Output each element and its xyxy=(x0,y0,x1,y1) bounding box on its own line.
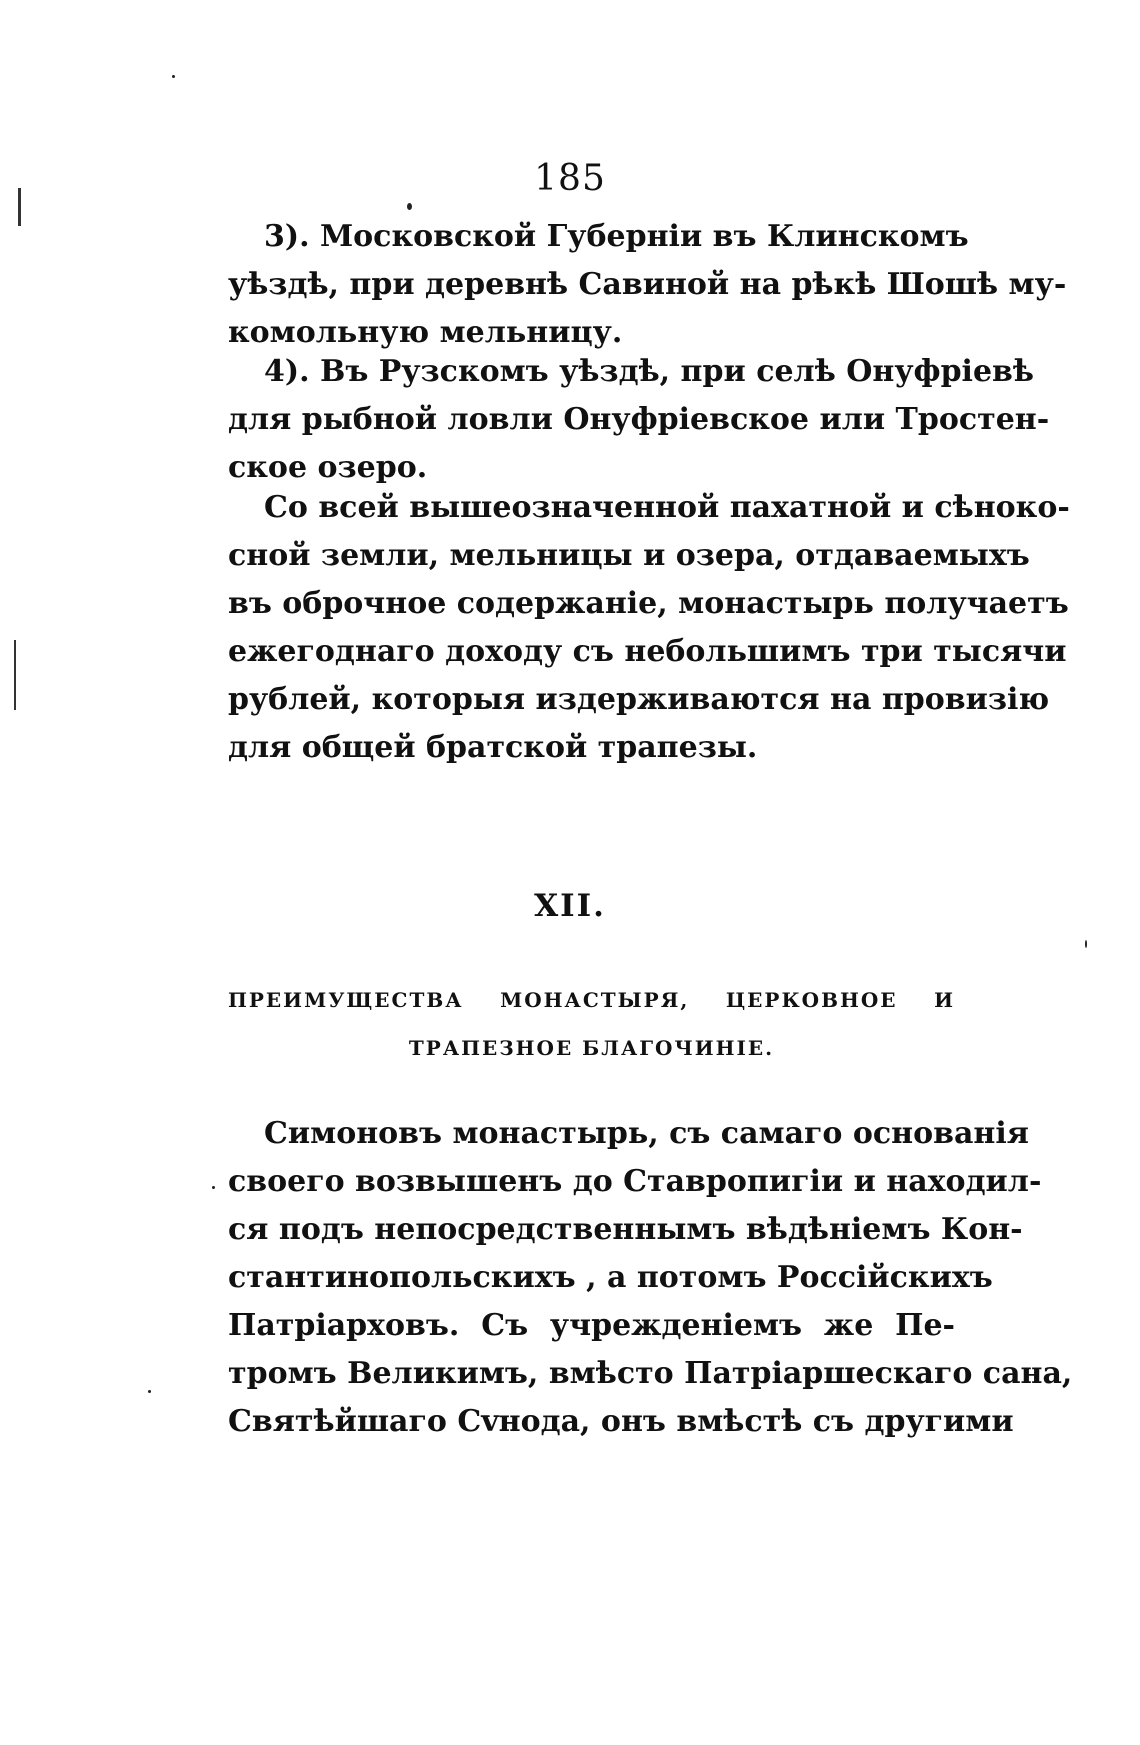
text-line: Со всей вышеозначенной пахатной и сѣноко- xyxy=(264,490,1070,525)
margin-mark xyxy=(14,640,16,710)
text-line: рублей, которыя издерживаются на провизію xyxy=(228,682,1050,717)
paragraph-simonov xyxy=(228,1110,1073,1446)
text-line: ское озеро. xyxy=(228,450,428,485)
paragraph-income xyxy=(228,484,1070,772)
text-line: сной земли, мельницы и озера, отдаваемыхъ xyxy=(228,538,1030,573)
text-line: ся подъ непосредственнымъ вѣдѣніемъ Кон- xyxy=(228,1212,1023,1247)
paragraph-item-3 xyxy=(228,213,1067,357)
ink-speck xyxy=(172,75,175,78)
text-line: ежегоднаго доходу съ небольшимъ три тысячи xyxy=(228,634,1067,669)
text-line: Патріарховъ. Съ учрежденіемъ же Пе- xyxy=(228,1308,955,1343)
text-line: для рыбной ловли Онуфріевское или Тростен- xyxy=(228,402,1050,437)
margin-mark xyxy=(18,188,21,226)
section-heading xyxy=(228,976,955,1072)
page-number: 185 xyxy=(534,158,606,199)
text-line: 3). Московской Губерніи въ Клинскомъ xyxy=(264,219,969,254)
heading-line: ТРАПЕЗНОЕ БЛАГОЧИНІЕ. xyxy=(408,1036,775,1060)
ink-speck xyxy=(1085,940,1087,948)
text-line: въ оброчное содержаніе, монастырь получаетъ xyxy=(228,586,1069,621)
heading-line: ПРЕИМУЩЕСТВА МОНАСТЫРЯ, ЦЕРКОВНОЕ И xyxy=(228,988,955,1012)
text-line: комольную мельницу. xyxy=(228,315,623,350)
text-line: 4). Въ Рузскомъ уѣздѣ, при селѣ Онуфріевѣ xyxy=(264,354,1034,389)
ink-speck xyxy=(212,1186,215,1189)
text-line: для общей братской трапезы. xyxy=(228,730,758,765)
text-line: стантинопольскихъ , а потомъ Россійскихъ xyxy=(228,1260,993,1295)
text-line: своего возвышенъ до Ставропигіи и находил- xyxy=(228,1164,1042,1199)
paragraph-item-4 xyxy=(228,348,1050,492)
text-line: уѣздѣ, при деревнѣ Савиной на рѣкѣ Шошѣ му- xyxy=(228,267,1067,302)
ink-speck xyxy=(407,203,412,210)
text-line: тромъ Великимъ, вмѣсто Патріаршескаго сана, xyxy=(228,1356,1073,1391)
text-line: Святѣйшаго Сvнода, онъ вмѣстѣ съ другими xyxy=(228,1404,1014,1439)
text-line: Симоновъ монастырь, съ самаго основанія xyxy=(264,1116,1029,1151)
section-number: XII. xyxy=(534,888,606,924)
ink-speck xyxy=(148,1390,151,1393)
